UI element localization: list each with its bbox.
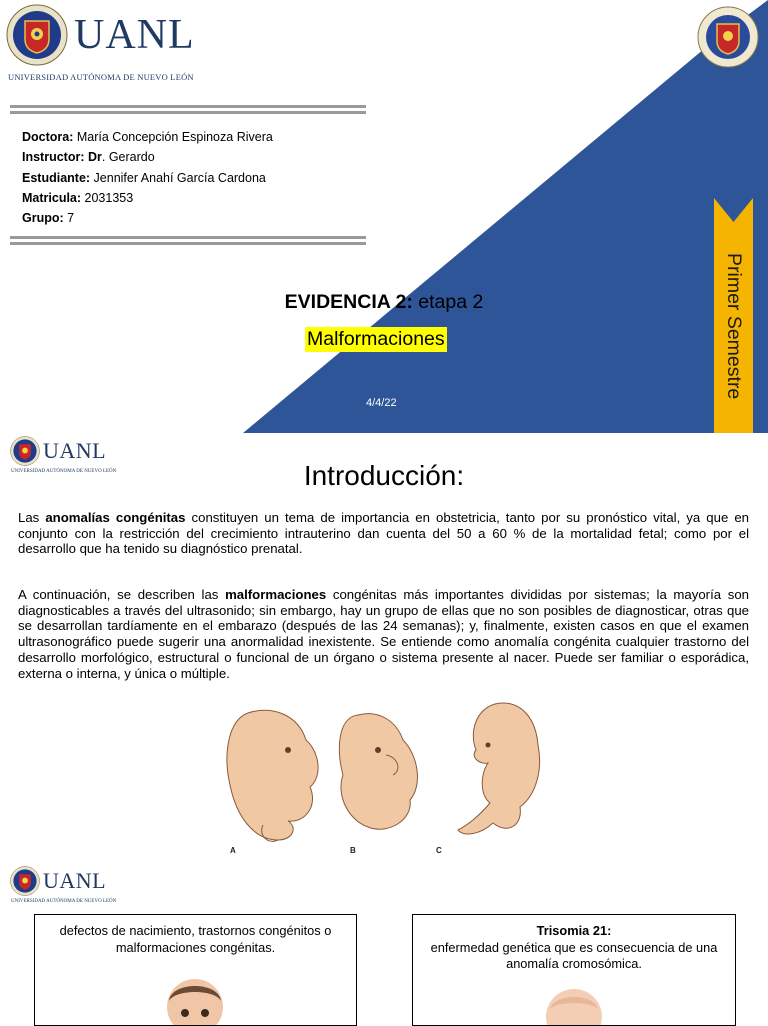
intro-heading: Introducción: (303, 460, 465, 491)
top-rule-2 (10, 111, 366, 114)
trisomy-text: enfermedad genética que es consecuencia de una anomalía cromosómica. (430, 939, 718, 971)
page-title: EVIDENCIA 2: etapa 2 (284, 291, 484, 313)
baby-photo (165, 973, 225, 1026)
bottom-rule (10, 236, 366, 239)
intro-slide (0, 433, 768, 863)
definitions-slide (0, 863, 768, 1024)
figure-label-c: C (436, 846, 442, 855)
info-estudiante: Estudiante: Jennifer Anahí García Cardona (22, 170, 266, 185)
cover-slide (0, 0, 768, 433)
date-label: 4/4/22 (366, 397, 397, 409)
bottom-rule-2 (10, 242, 366, 245)
info-doctora: Doctora: María Concepción Espinoza Rivera (22, 130, 273, 144)
semester-label: Primer Semestre (723, 252, 745, 400)
info-grupo: Grupo: 7 (22, 211, 75, 226)
baby-photo (544, 987, 604, 1026)
embryo-illustration (218, 695, 550, 863)
figure-label-a: A (230, 846, 236, 855)
brand-name: UANL (43, 868, 107, 893)
uanl-mini-logo (10, 866, 106, 896)
trisomy-title: Trisomia 21: (536, 923, 612, 938)
definition-text: defectos de nacimiento, trastornos congénitos o malformaciones congénitas. (59, 923, 332, 955)
university-seal-icon (6, 4, 68, 66)
ribbon-notch (714, 198, 753, 228)
university-seal-icon (10, 866, 40, 896)
trisomy-box (412, 914, 736, 1026)
top-rule (10, 105, 366, 108)
intro-paragraph-2: A continuación, se describen las malformaciones congénitas más importantes divididas por sistemas; la mayoría son diagnosticables a través del ultrasonido; sin embargo, hay un grupo de ellas que no son posibles de diagnosticar, otras que se desarrollan tardíamente en el embarazo (después de las 24 semanas); y, finalmente, existen casos en que el examen ultrasonográfico puede sugerir una anormalidad inexistente. Se entiende como anomalía congénita cualquier trastorno del desarrollo morfológico, estructural o funcional de un órgano o sistema presente al nacer. Puede ser familiar o esporádica, externa o interna, y única o múltiple. (18, 587, 749, 681)
brand-name: UANL (43, 438, 107, 463)
university-seal-right-icon (697, 6, 759, 68)
definition-box (34, 914, 357, 1026)
uanl-logo (6, 4, 195, 66)
info-instructor: Instructor: Dr. Gerardo (22, 150, 155, 165)
subtitle-highlight: Malformaciones (307, 328, 445, 350)
brand-name: UANL (74, 12, 195, 58)
university-name: UNIVERSIDAD AUTÓNOMA DE NUEVO LEÓN (11, 469, 117, 474)
university-name: UNIVERSIDAD AUTÓNOMA DE NUEVO LEÓN (11, 899, 117, 904)
figure-label-b: B (350, 846, 356, 855)
intro-paragraph-1: Las anomalías congénitas constituyen un tema de importancia en obstetricia, tanto por su pronóstico vital, ya que en conjunto con la restricción del crecimiento intrauterino dan cuenta del 50 a 60 % de la mortalidad fetal; como por el desarrollo que ha tenido su diagnóstico prenatal. (18, 510, 749, 557)
university-name: UNIVERSIDAD AUTÓNOMA DE NUEVO LEÓN (8, 72, 194, 82)
info-block (22, 127, 273, 228)
info-matricula: Matricula: 2031353 (22, 190, 134, 205)
